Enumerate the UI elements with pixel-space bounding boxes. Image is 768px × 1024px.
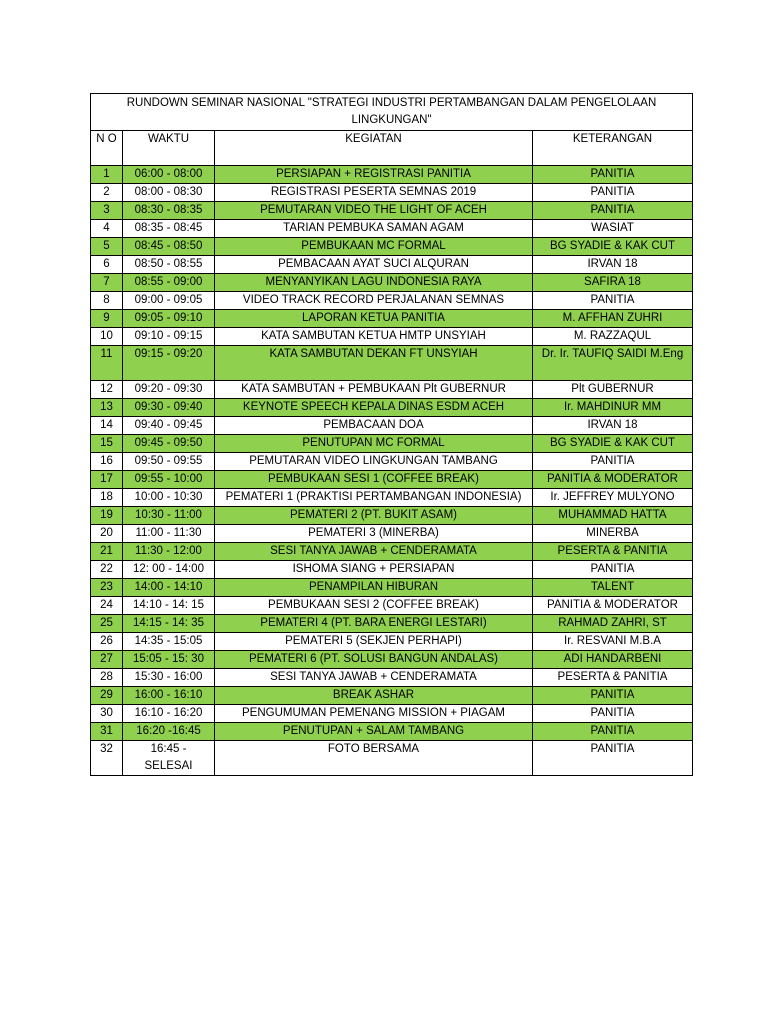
row-note: IRVAN 18 xyxy=(533,417,693,435)
row-note: PANITIA xyxy=(533,202,693,220)
row-number: 5 xyxy=(91,238,123,256)
table-row xyxy=(91,633,693,651)
row-number: 8 xyxy=(91,292,123,310)
row-activity: PENAMPILAN HIBURAN xyxy=(215,579,533,597)
header-no: N O xyxy=(91,131,123,166)
row-activity: FOTO BERSAMA xyxy=(215,741,533,776)
row-activity: PENUTUPAN + SALAM TAMBANG xyxy=(215,723,533,741)
row-number: 9 xyxy=(91,310,123,328)
table-row xyxy=(91,310,693,328)
row-number: 2 xyxy=(91,184,123,202)
row-activity: ISHOMA SIANG + PERSIAPAN xyxy=(215,561,533,579)
row-number: 7 xyxy=(91,274,123,292)
row-note: BG SYADIE & KAK CUT xyxy=(533,435,693,453)
row-time: 14:35 - 15:05 xyxy=(123,633,215,651)
row-activity: PEMUTARAN VIDEO LINGKUNGAN TAMBANG xyxy=(215,453,533,471)
row-activity: BREAK ASHAR xyxy=(215,687,533,705)
row-activity: TARIAN PEMBUKA SAMAN AGAM xyxy=(215,220,533,238)
table-row xyxy=(91,399,693,417)
table-row xyxy=(91,489,693,507)
row-time: 16:10 - 16:20 xyxy=(123,705,215,723)
row-number: 27 xyxy=(91,651,123,669)
row-time: 09:10 - 09:15 xyxy=(123,328,215,346)
row-number: 1 xyxy=(91,166,123,184)
row-time: 09:55 - 10:00 xyxy=(123,471,215,489)
row-note: Ir. JEFFREY MULYONO xyxy=(533,489,693,507)
table-row xyxy=(91,238,693,256)
table-row xyxy=(91,705,693,723)
table-row xyxy=(91,292,693,310)
row-activity: PEMATERI 2 (PT. BUKIT ASAM) xyxy=(215,507,533,525)
row-time: 12: 00 - 14:00 xyxy=(123,561,215,579)
table-row xyxy=(91,651,693,669)
table-row xyxy=(91,274,693,292)
row-time: 09:40 - 09:45 xyxy=(123,417,215,435)
row-activity: LAPORAN KETUA PANITIA xyxy=(215,310,533,328)
row-note: PANITIA xyxy=(533,687,693,705)
row-note: PANITIA xyxy=(533,166,693,184)
row-number: 29 xyxy=(91,687,123,705)
table-row xyxy=(91,597,693,615)
row-activity: PEMBACAAN DOA xyxy=(215,417,533,435)
row-activity: PEMUTARAN VIDEO THE LIGHT OF ACEH xyxy=(215,202,533,220)
rundown-sheet xyxy=(90,93,692,776)
table-row xyxy=(91,328,693,346)
row-time: 10:00 - 10:30 xyxy=(123,489,215,507)
row-activity: SESI TANYA JAWAB + CENDERAMATA xyxy=(215,543,533,561)
row-number: 24 xyxy=(91,597,123,615)
row-number: 21 xyxy=(91,543,123,561)
row-note: PANITIA xyxy=(533,723,693,741)
table-row xyxy=(91,220,693,238)
row-activity: PEMATERI 1 (PRAKTISI PERTAMBANGAN INDONESIA) xyxy=(215,489,533,507)
table-row xyxy=(91,525,693,543)
table-row xyxy=(91,256,693,274)
row-activity: KATA SAMBUTAN KETUA HMTP UNSYIAH xyxy=(215,328,533,346)
row-activity: PEMBUKAAN SESI 2 (COFFEE BREAK) xyxy=(215,597,533,615)
rundown-table xyxy=(90,93,693,776)
row-activity: MENYANYIKAN LAGU INDONESIA RAYA xyxy=(215,274,533,292)
row-time: 08:55 - 09:00 xyxy=(123,274,215,292)
row-note: M. AFFHAN ZUHRI xyxy=(533,310,693,328)
row-time: 08:50 - 08:55 xyxy=(123,256,215,274)
table-row xyxy=(91,669,693,687)
table-row xyxy=(91,381,693,399)
table-row xyxy=(91,579,693,597)
row-note: SAFIRA 18 xyxy=(533,274,693,292)
row-number: 6 xyxy=(91,256,123,274)
table-row xyxy=(91,561,693,579)
table-row xyxy=(91,184,693,202)
row-activity: PERSIAPAN + REGISTRASI PANITIA xyxy=(215,166,533,184)
row-time: 15:05 - 15: 30 xyxy=(123,651,215,669)
row-time: 09:30 - 09:40 xyxy=(123,399,215,417)
row-time: 14:10 - 14: 15 xyxy=(123,597,215,615)
row-time: 16:20 -16:45 xyxy=(123,723,215,741)
row-note: PANITIA xyxy=(533,453,693,471)
row-time: 06:00 - 08:00 xyxy=(123,166,215,184)
table-row xyxy=(91,202,693,220)
row-number: 10 xyxy=(91,328,123,346)
row-time: 09:20 - 09:30 xyxy=(123,381,215,399)
row-activity: PENGUMUMAN PEMENANG MISSION + PIAGAM xyxy=(215,705,533,723)
row-activity: PEMATERI 4 (PT. BARA ENERGI LESTARI) xyxy=(215,615,533,633)
table-row xyxy=(91,507,693,525)
row-note: ADI HANDARBENI xyxy=(533,651,693,669)
table-row xyxy=(91,346,693,381)
row-number: 19 xyxy=(91,507,123,525)
table-row xyxy=(91,471,693,489)
row-time: 16:45 - SELESAI xyxy=(123,741,215,776)
row-number: 22 xyxy=(91,561,123,579)
row-number: 25 xyxy=(91,615,123,633)
row-activity: PEMBUKAAN MC FORMAL xyxy=(215,238,533,256)
row-note: RAHMAD ZAHRI, ST xyxy=(533,615,693,633)
row-number: 30 xyxy=(91,705,123,723)
row-note: PESERTA & PANITIA xyxy=(533,543,693,561)
schedule-body xyxy=(91,166,693,776)
row-number: 3 xyxy=(91,202,123,220)
table-row xyxy=(91,741,693,776)
row-time: 11:00 - 11:30 xyxy=(123,525,215,543)
table-row xyxy=(91,615,693,633)
row-number: 32 xyxy=(91,741,123,776)
row-activity: PEMATERI 3 (MINERBA) xyxy=(215,525,533,543)
row-note: BG SYADIE & KAK CUT xyxy=(533,238,693,256)
row-number: 4 xyxy=(91,220,123,238)
title-row xyxy=(91,94,693,131)
header-waktu: WAKTU xyxy=(123,131,215,166)
document-title: RUNDOWN SEMINAR NASIONAL "STRATEGI INDUSTRI PERTAMBANGAN DALAM PENGELOLAAN LINGKUNGAN" xyxy=(91,94,693,131)
row-note: WASIAT xyxy=(533,220,693,238)
row-time: 09:00 - 09:05 xyxy=(123,292,215,310)
table-row xyxy=(91,723,693,741)
row-note: M. RAZZAQUL xyxy=(533,328,693,346)
row-number: 16 xyxy=(91,453,123,471)
row-activity: PENUTUPAN MC FORMAL xyxy=(215,435,533,453)
row-note: PANITIA xyxy=(533,741,693,776)
table-row xyxy=(91,435,693,453)
row-time: 16:00 - 16:10 xyxy=(123,687,215,705)
row-number: 17 xyxy=(91,471,123,489)
table-row xyxy=(91,543,693,561)
table-row xyxy=(91,166,693,184)
row-number: 14 xyxy=(91,417,123,435)
row-note: MINERBA xyxy=(533,525,693,543)
row-number: 23 xyxy=(91,579,123,597)
row-activity: REGISTRASI PESERTA SEMNAS 2019 xyxy=(215,184,533,202)
row-number: 20 xyxy=(91,525,123,543)
table-row xyxy=(91,687,693,705)
header-keterangan: KETERANGAN xyxy=(533,131,693,166)
row-time: 09:15 - 09:20 xyxy=(123,346,215,381)
row-time: 15:30 - 16:00 xyxy=(123,669,215,687)
row-time: 09:45 - 09:50 xyxy=(123,435,215,453)
row-number: 31 xyxy=(91,723,123,741)
row-activity: VIDEO TRACK RECORD PERJALANAN SEMNAS xyxy=(215,292,533,310)
row-time: 09:05 - 09:10 xyxy=(123,310,215,328)
row-note: MUHAMMAD HATTA xyxy=(533,507,693,525)
row-time: 08:30 - 08:35 xyxy=(123,202,215,220)
row-note: TALENT xyxy=(533,579,693,597)
row-number: 13 xyxy=(91,399,123,417)
row-activity: PEMATERI 6 (PT. SOLUSI BANGUN ANDALAS) xyxy=(215,651,533,669)
row-note: PANITIA & MODERATOR xyxy=(533,597,693,615)
row-number: 18 xyxy=(91,489,123,507)
row-activity: PEMBACAAN AYAT SUCI ALQURAN xyxy=(215,256,533,274)
header-kegiatan: KEGIATAN xyxy=(215,131,533,166)
row-note: IRVAN 18 xyxy=(533,256,693,274)
row-time: 09:50 - 09:55 xyxy=(123,453,215,471)
row-number: 15 xyxy=(91,435,123,453)
row-activity: PEMATERI 5 (SEKJEN PERHAPI) xyxy=(215,633,533,651)
row-time: 10:30 - 11:00 xyxy=(123,507,215,525)
row-note: PANITIA & MODERATOR xyxy=(533,471,693,489)
row-number: 28 xyxy=(91,669,123,687)
row-time: 08:45 - 08:50 xyxy=(123,238,215,256)
row-activity: SESI TANYA JAWAB + CENDERAMATA xyxy=(215,669,533,687)
row-note: PANITIA xyxy=(533,292,693,310)
row-activity: KATA SAMBUTAN DEKAN FT UNSYIAH xyxy=(215,346,533,381)
row-time: 14:15 - 14: 35 xyxy=(123,615,215,633)
row-note: Ir. MAHDINUR MM xyxy=(533,399,693,417)
row-note: PANITIA xyxy=(533,184,693,202)
row-number: 26 xyxy=(91,633,123,651)
table-row xyxy=(91,453,693,471)
header-row xyxy=(91,131,693,166)
row-note: PESERTA & PANITIA xyxy=(533,669,693,687)
row-activity: PEMBUKAAN SESI 1 (COFFEE BREAK) xyxy=(215,471,533,489)
row-time: 08:35 - 08:45 xyxy=(123,220,215,238)
row-note: Plt GUBERNUR xyxy=(533,381,693,399)
row-note: Dr. Ir. TAUFIQ SAIDI M.Eng xyxy=(533,346,693,381)
row-note: PANITIA xyxy=(533,705,693,723)
row-note: Ir. RESVANI M.B.A xyxy=(533,633,693,651)
row-time: 11:30 - 12:00 xyxy=(123,543,215,561)
row-activity: KATA SAMBUTAN + PEMBUKAAN Plt GUBERNUR xyxy=(215,381,533,399)
table-row xyxy=(91,417,693,435)
row-activity: KEYNOTE SPEECH KEPALA DINAS ESDM ACEH xyxy=(215,399,533,417)
row-number: 11 xyxy=(91,346,123,381)
row-note: PANITIA xyxy=(533,561,693,579)
row-time: 08:00 - 08:30 xyxy=(123,184,215,202)
row-number: 12 xyxy=(91,381,123,399)
row-time: 14:00 - 14:10 xyxy=(123,579,215,597)
